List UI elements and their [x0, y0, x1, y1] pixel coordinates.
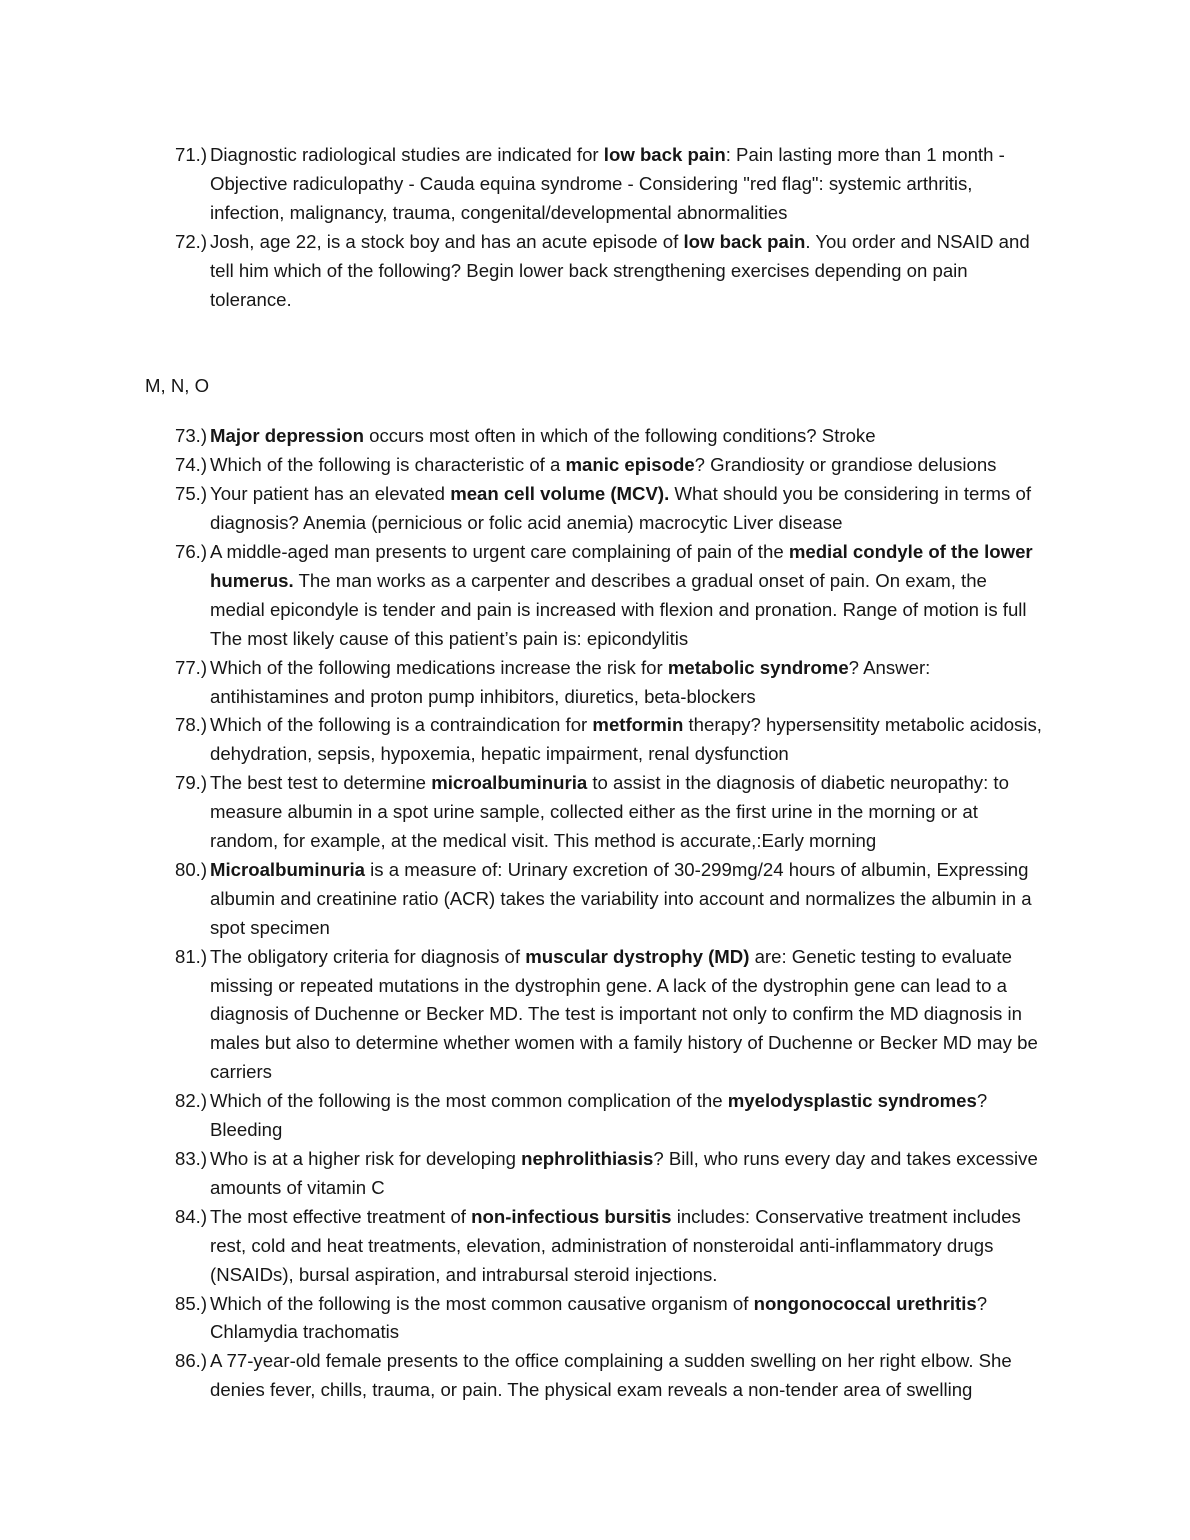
question-item — [175, 1290, 1045, 1348]
question-text: A 77-year-old female presents to the office complaining a sudden swelling on her right elbow. She denies fever, chills, trauma, or pain. The physical exam reveals a non-tender area of swelling — [210, 1350, 1012, 1401]
question-number: 75.) — [175, 483, 208, 505]
question-item — [175, 769, 1045, 856]
question-text: Which of the following is a contraindication for metformin therapy? hypersensitity metabolic acidosis, dehydration, sepsis, hypoxemia, hepatic impairment, renal dysfunction — [210, 714, 1042, 765]
question-text: Which of the following medications increase the risk for metabolic syndrome? Answer: antihistamines and proton pump inhibitors, diuretics, beta-blockers — [210, 656, 931, 707]
question-text: Your patient has an elevated mean cell volume (MCV). What should you be considering in terms of diagnosis? Anemia (pernicious or folic acid anemia) macrocytic Liver disease — [210, 483, 1031, 534]
question-number: 78.) — [175, 714, 208, 736]
question-item — [175, 538, 1045, 654]
question-text: Which of the following is characteristic of a manic episode? Grandiosity or grandiose delusions — [210, 454, 997, 476]
question-number: 86.) — [175, 1350, 208, 1372]
question-number: 83.) — [175, 1148, 208, 1169]
question-number: 85.) — [175, 1292, 208, 1314]
question-item — [175, 943, 1045, 1088]
question-text: Microalbuminuria is a measure of: Urinary excretion of 30-299mg/24 hours of albumin, Expressing albumin and creatinine ratio (ACR) takes the variability into account and normalizes the albumin in a spot specimen — [210, 858, 1032, 938]
question-item — [175, 1203, 1045, 1290]
question-text: Josh, age 22, is a stock boy and has an acute episode of low back pain. You order and NSAID and tell him which of the following? Begin lower back strengthening exercises depending on pain tolerance. — [210, 230, 1030, 310]
question-number: 79.) — [175, 772, 208, 794]
question-number: 76.) — [175, 540, 208, 562]
question-item — [175, 711, 1045, 769]
question-number: 81.) — [175, 945, 208, 967]
question-number: 71.) — [175, 144, 208, 165]
question-text: Diagnostic radiological studies are indicated for low back pain: Pain lasting more than 1 month - Objective radiculopathy - Cauda equina syndrome - Considering "red flag": systemic arthritis, infection, malignancy, trauma, congenital/developmental abnormalities — [210, 144, 1005, 223]
question-item — [175, 1347, 1045, 1405]
question-item — [175, 422, 1045, 451]
question-item — [175, 654, 1045, 712]
question-text: A middle-aged man presents to urgent care complaining of pain of the medial condyle of the lower humerus. The man works as a carpenter and describes a gradual onset of pain. On exam, the medial epicondyle is tender and pain is increased with flexion and pronation. Range of motion is full The most likely cause of this patient’s pain is: epicondylitis — [210, 540, 1033, 649]
question-number: 73.) — [175, 425, 208, 447]
question-text: The most effective treatment of non-infectious bursitis includes: Conservative treatment includes rest, cold and heat treatments, elevation, administration of nonsteroidal anti-inflammatory drugs (NSAIDs), bursal aspiration, and intrabursal steroid injections. — [210, 1205, 1021, 1285]
question-text: Which of the following is the most common complication of the myelodysplastic syndromes? Bleeding — [210, 1090, 988, 1141]
question-item — [175, 228, 1045, 315]
question-number: 84.) — [175, 1205, 208, 1227]
question-item — [175, 856, 1045, 943]
question-text: Which of the following is the most common causative organism of nongonococcal urethritis? Chlamydia trachomatis — [210, 1292, 988, 1343]
question-text: The obligatory criteria for diagnosis of muscular dystrophy (MD) are: Genetic testing to evaluate missing or repeated mutations in the dystrophin gene. A lack of the dystrophin gene can lead to a diagnosis of Duchenne or Becker MD. The test is important not only to confirm the MD diagnosis in males but also to determine whether women with a family history of Duchenne or Becker MD may be carriers — [210, 945, 1038, 1083]
question-text: Major depression occurs most often in which of the following conditions? Stroke — [210, 425, 876, 447]
question-item — [175, 141, 1045, 228]
question-item — [175, 480, 1045, 538]
question-item — [175, 1145, 1045, 1203]
question-text: Who is at a higher risk for developing nephrolithiasis? Bill, who runs every day and takes excessive amounts of vitamin C — [210, 1148, 1038, 1198]
question-number: 82.) — [175, 1090, 208, 1112]
question-item — [175, 451, 1045, 480]
question-number: 74.) — [175, 454, 208, 476]
question-list-main — [175, 422, 1045, 1405]
question-list-top — [175, 141, 1045, 314]
question-text: The best test to determine microalbuminuria to assist in the diagnosis of diabetic neuropathy: to measure albumin in a spot urine sample, collected either as the first urine in the morning or at random, for example, at the medical visit. This method is accurate,:Early morning — [210, 772, 1009, 852]
question-number: 72.) — [175, 230, 208, 252]
question-item — [175, 1087, 1045, 1145]
question-number: 77.) — [175, 656, 208, 678]
section-heading: M, N, O — [145, 375, 210, 397]
question-number: 80.) — [175, 858, 208, 880]
